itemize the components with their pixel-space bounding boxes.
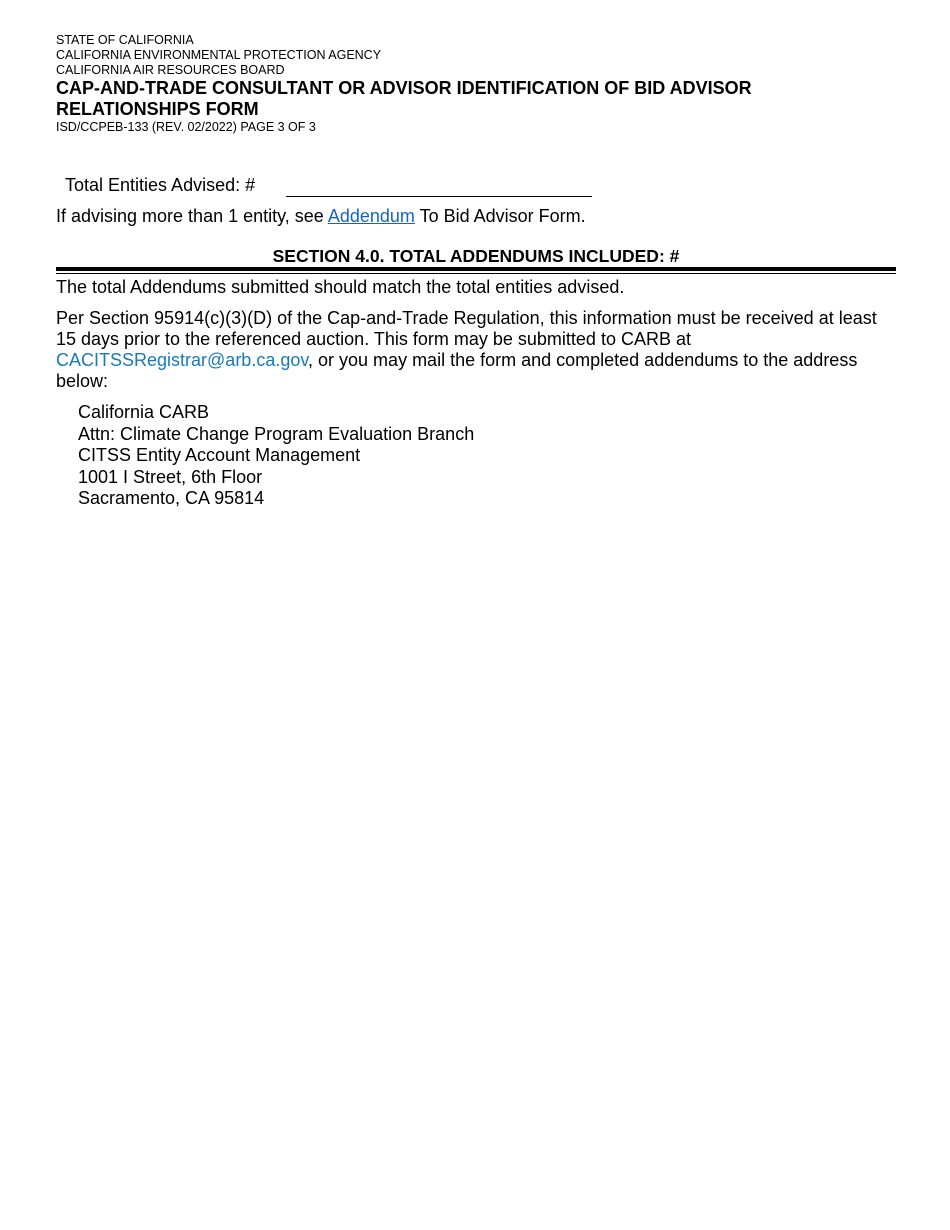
- total-entities-row: [65, 175, 255, 196]
- section-divider-thin: [56, 273, 896, 274]
- advising-text-end: To Bid Advisor Form.: [414, 206, 586, 226]
- addendum-link[interactable]: Addendum: [327, 206, 415, 226]
- form-header: [56, 33, 752, 135]
- address-line: CITSS Entity Account Management: [78, 445, 361, 465]
- agency-line: CALIFORNIA AIR RESOURCES BOARD: [56, 63, 285, 77]
- section-divider: [56, 267, 896, 271]
- address-line: 1001 I Street, 6th Floor: [78, 466, 263, 487]
- address-line: California CARB: [78, 402, 210, 422]
- total-entities-label: Total Entities Advised: #: [65, 175, 256, 195]
- advising-text: If advising more than 1 entity, see: [56, 206, 328, 226]
- mailing-address: [78, 402, 474, 510]
- submission-text-end: , or you may mail the form and completed addendums to the address below:: [56, 350, 858, 391]
- email-link[interactable]: CACITSSRegistrar@arb.ca.gov: [56, 350, 309, 370]
- form-id: ISD/CCPEB-133 (REV. 02/2022) PAGE 3 OF 3: [56, 120, 316, 134]
- section-heading: SECTION 4.0. TOTAL ADDENDUMS INCLUDED: #: [272, 246, 680, 266]
- advising-note: [56, 206, 586, 227]
- agency-line: CALIFORNIA ENVIRONMENTAL PROTECTION AGENCY: [56, 48, 382, 62]
- form-title-line: RELATIONSHIPS FORM: [56, 99, 259, 119]
- address-line: Sacramento, CA 95814: [78, 488, 265, 508]
- total-entities-input[interactable]: [286, 176, 592, 197]
- addendum-match-note: The total Addendums submitted should match the total entities advised.: [56, 277, 625, 297]
- submission-text: Per Section 95914(c)(3)(D) of the Cap-and-Trade Regulation, this information must be received at least 15 days prior to the referenced auction. This form may be submitted to CARB at: [56, 308, 877, 349]
- address-line: Attn: Climate Change Program Evaluation Branch: [78, 423, 475, 444]
- submission-paragraph: [56, 308, 896, 392]
- form-title-line: CAP-AND-TRADE CONSULTANT OR ADVISOR IDENTIFICATION OF BID ADVISOR: [56, 78, 752, 98]
- agency-line: STATE OF CALIFORNIA: [56, 33, 194, 47]
